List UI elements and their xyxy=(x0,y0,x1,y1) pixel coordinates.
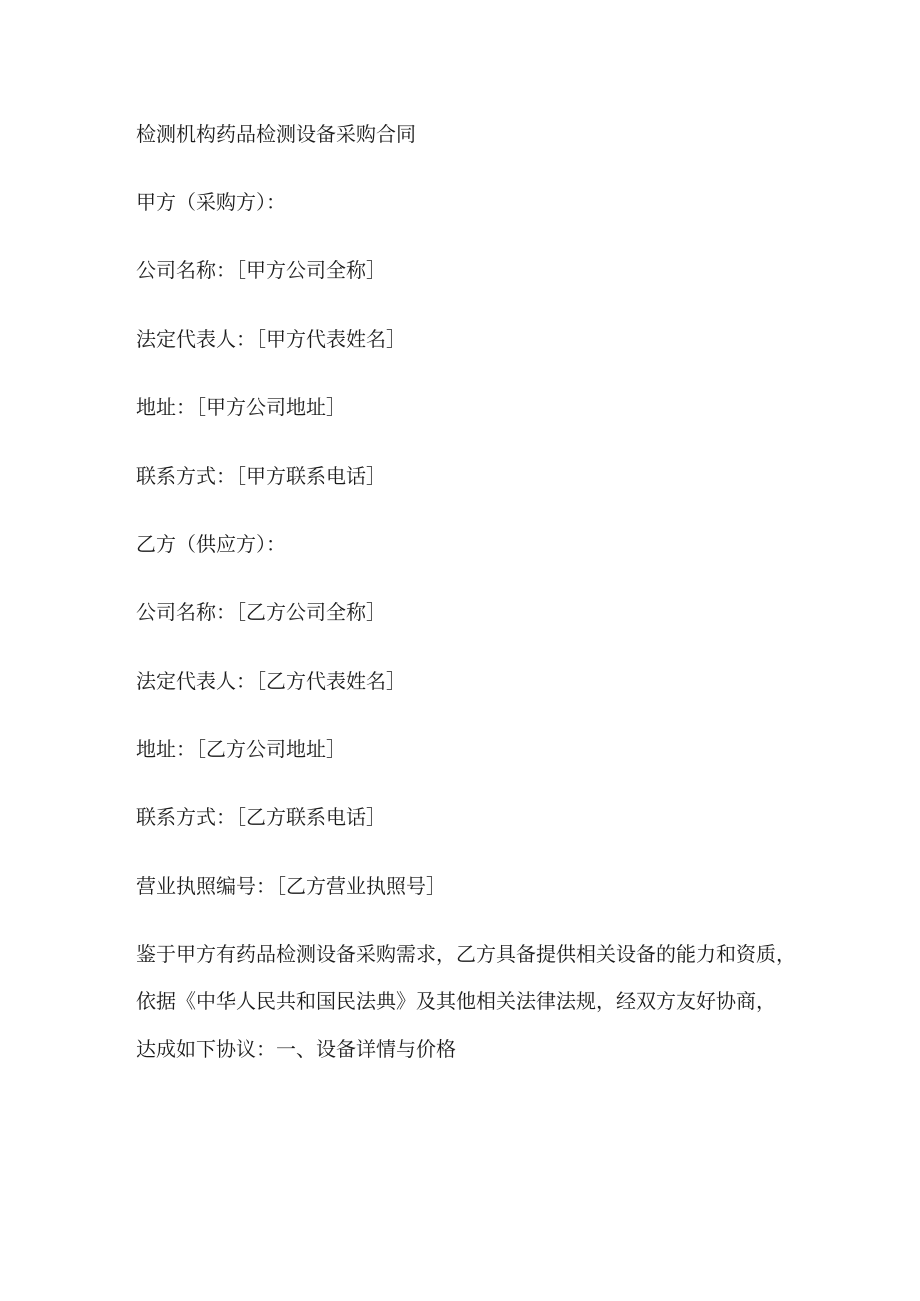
party-b-license: 营业执照编号：［乙方营业执照号］ xyxy=(136,874,446,898)
party-b-heading: 乙方（供应方）： xyxy=(136,532,286,556)
preamble-line-1: 鉴于甲方有药品检测设备采购需求，乙方具备提供相关设备的能力和资质， xyxy=(136,942,796,966)
party-a-contact: 联系方式：［甲方联系电话］ xyxy=(136,464,386,488)
document-title: 检测机构药品检测设备采购合同 xyxy=(136,122,416,146)
preamble-line-2: 依据《中华人民共和国民法典》及其他相关法律法规，经双方友好协商， xyxy=(136,989,776,1013)
preamble-line-3: 达成如下协议：一、设备详情与价格 xyxy=(136,1037,456,1061)
party-a-heading: 甲方（采购方）： xyxy=(136,190,286,214)
party-b-contact: 联系方式：［乙方联系电话］ xyxy=(136,805,386,829)
party-a-company-name: 公司名称：［甲方公司全称］ xyxy=(136,258,386,282)
party-b-address: 地址：［乙方公司地址］ xyxy=(136,737,346,761)
party-b-company-name: 公司名称：［乙方公司全称］ xyxy=(136,600,386,624)
party-a-address: 地址：［甲方公司地址］ xyxy=(136,395,346,419)
party-a-legal-rep: 法定代表人：［甲方代表姓名］ xyxy=(136,327,406,351)
party-b-legal-rep: 法定代表人：［乙方代表姓名］ xyxy=(136,669,406,693)
